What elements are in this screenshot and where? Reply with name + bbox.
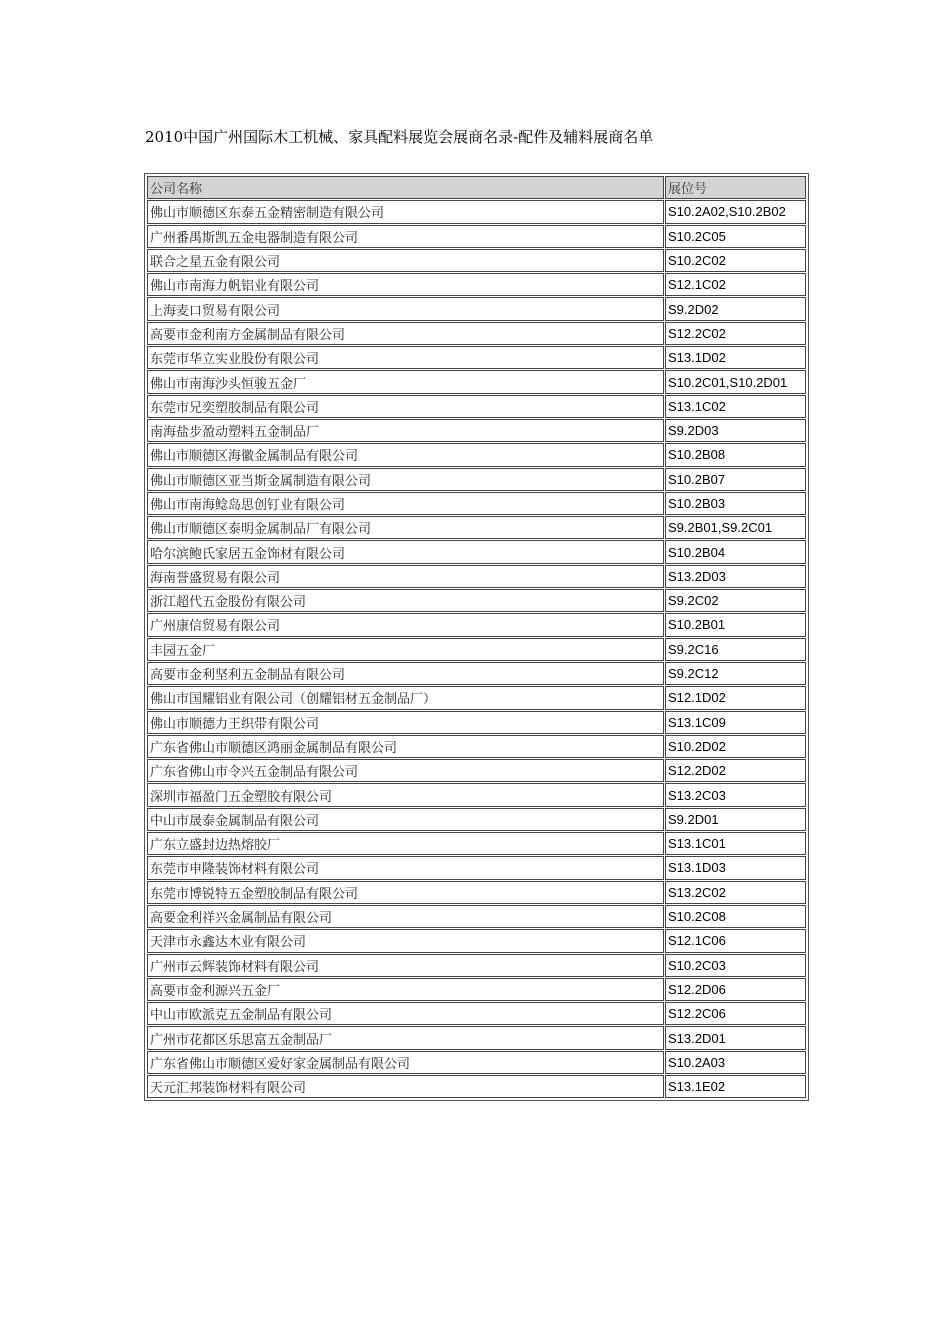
booth-number-cell: S10.2D02 [665, 735, 806, 758]
booth-number-cell: S13.1D02 [665, 346, 806, 369]
table-header-row [147, 176, 806, 199]
table-row [147, 322, 806, 345]
table-row [147, 978, 806, 1001]
table-row [147, 954, 806, 977]
booth-number-cell: S10.2C03 [665, 954, 806, 977]
company-name-cell: 佛山市顺德区亚当斯金属制造有限公司 [147, 468, 664, 491]
table-row [147, 1075, 806, 1098]
company-name-cell: 佛山市南海鲶岛思创钉业有限公司 [147, 492, 664, 515]
company-name-cell: 天元汇邦装饰材料有限公司 [147, 1075, 664, 1098]
booth-number-cell: S9.2C12 [665, 662, 806, 685]
company-name-cell: 东莞市华立实业股份有限公司 [147, 346, 664, 369]
company-name-cell: 佛山市南海沙头恒骏五金厂 [147, 370, 664, 393]
table-row [147, 492, 806, 515]
booth-number-cell: S12.2D02 [665, 759, 806, 782]
company-name-cell: 海南誉盛贸易有限公司 [147, 565, 664, 588]
company-name-cell: 广东立盛封边热熔胶厂 [147, 832, 664, 855]
company-name-cell: 广州市花都区乐思富五金制品厂 [147, 1026, 664, 1049]
table-row [147, 589, 806, 612]
booth-number-cell: S12.2C02 [665, 322, 806, 345]
company-name-cell: 高要市金利源兴五金厂 [147, 978, 664, 1001]
booth-number-cell: S12.2C06 [665, 1002, 806, 1025]
booth-number-cell: S10.2C01,S10.2D01 [665, 370, 806, 393]
booth-number-cell: S10.2C02 [665, 249, 806, 272]
table-body [147, 200, 806, 1098]
header-booth-number: 展位号 [665, 176, 806, 199]
company-name-cell: 佛山市国耀铝业有限公司（创耀铝材五金制品厂） [147, 686, 664, 709]
company-name-cell: 广州番禺斯凯五金电器制造有限公司 [147, 225, 664, 248]
company-name-cell: 佛山市顺德力王织带有限公司 [147, 711, 664, 734]
booth-number-cell: S10.2B07 [665, 468, 806, 491]
company-name-cell: 东莞市兄奕塑胶制品有限公司 [147, 395, 664, 418]
table-row [147, 468, 806, 491]
table-row [147, 225, 806, 248]
company-name-cell: 上海麦口贸易有限公司 [147, 297, 664, 320]
company-name-cell: 深圳市福盈门五金塑胶有限公司 [147, 783, 664, 806]
booth-number-cell: S10.2B03 [665, 492, 806, 515]
company-name-cell: 中山市欧派克五金制品有限公司 [147, 1002, 664, 1025]
booth-number-cell: S13.1C09 [665, 711, 806, 734]
table-row [147, 249, 806, 272]
company-name-cell: 广州康信贸易有限公司 [147, 613, 664, 636]
page-title: 2010中国广州国际木工机械、家具配料展览会展商名录-配件及辅料展商名单 [145, 128, 654, 146]
table-row [147, 273, 806, 296]
table-row [147, 443, 806, 466]
booth-number-cell: S12.1C02 [665, 273, 806, 296]
booth-number-cell: S10.2B04 [665, 540, 806, 563]
company-name-cell: 高要市金利南方金属制品有限公司 [147, 322, 664, 345]
company-name-cell: 东莞市博锐特五金塑胶制品有限公司 [147, 881, 664, 904]
exhibitor-table [146, 175, 807, 1099]
table-row [147, 783, 806, 806]
booth-number-cell: S10.2B01 [665, 613, 806, 636]
table-row [147, 613, 806, 636]
booth-number-cell: S12.1C06 [665, 929, 806, 952]
table-row [147, 346, 806, 369]
booth-number-cell: S13.2C02 [665, 881, 806, 904]
table-row [147, 395, 806, 418]
booth-number-cell: S10.2A03 [665, 1051, 806, 1074]
table-row [147, 856, 806, 879]
company-name-cell: 东莞市申隆装饰材料有限公司 [147, 856, 664, 879]
table-row [147, 565, 806, 588]
table-row [147, 905, 806, 928]
company-name-cell: 广东省佛山市令兴五金制品有限公司 [147, 759, 664, 782]
table-row [147, 735, 806, 758]
booth-number-cell: S10.2C05 [665, 225, 806, 248]
booth-number-cell: S9.2D02 [665, 297, 806, 320]
booth-number-cell: S13.1D03 [665, 856, 806, 879]
table-row [147, 759, 806, 782]
booth-number-cell: S12.2D06 [665, 978, 806, 1001]
table-row [147, 638, 806, 661]
company-name-cell: 佛山市顺德区海徽金属制品有限公司 [147, 443, 664, 466]
booth-number-cell: S13.2D01 [665, 1026, 806, 1049]
table-row [147, 516, 806, 539]
booth-number-cell: S13.1E02 [665, 1075, 806, 1098]
company-name-cell: 广东省佛山市顺德区鸿丽金属制品有限公司 [147, 735, 664, 758]
booth-number-cell: S10.2B08 [665, 443, 806, 466]
booth-number-cell: S13.1C01 [665, 832, 806, 855]
table-row [147, 808, 806, 831]
table-row [147, 1051, 806, 1074]
table-row [147, 419, 806, 442]
company-name-cell: 中山市晟泰金属制品有限公司 [147, 808, 664, 831]
table-row [147, 1002, 806, 1025]
table-row [147, 686, 806, 709]
booth-number-cell: S9.2B01,S9.2C01 [665, 516, 806, 539]
company-name-cell: 广州市云辉装饰材料有限公司 [147, 954, 664, 977]
header-company-name: 公司名称 [147, 176, 664, 199]
table-row [147, 297, 806, 320]
company-name-cell: 佛山市顺德区泰明金属制品厂有限公司 [147, 516, 664, 539]
booth-number-cell: S9.2C16 [665, 638, 806, 661]
booth-number-cell: S9.2C02 [665, 589, 806, 612]
table-row [147, 711, 806, 734]
company-name-cell: 南海盐步盈动塑料五金制品厂 [147, 419, 664, 442]
company-name-cell: 天津市永鑫达木业有限公司 [147, 929, 664, 952]
company-name-cell: 广东省佛山市顺德区爱好家金属制品有限公司 [147, 1051, 664, 1074]
table-row [147, 1026, 806, 1049]
booth-number-cell: S13.1C02 [665, 395, 806, 418]
table-row [147, 832, 806, 855]
company-name-cell: 佛山市顺德区东泰五金精密制造有限公司 [147, 200, 664, 223]
company-name-cell: 联合之星五金有限公司 [147, 249, 664, 272]
company-name-cell: 浙江超代五金股份有限公司 [147, 589, 664, 612]
company-name-cell: 高要市金利坚利五金制品有限公司 [147, 662, 664, 685]
booth-number-cell: S10.2C08 [665, 905, 806, 928]
company-name-cell: 哈尔滨鲍氏家居五金饰材有限公司 [147, 540, 664, 563]
exhibitor-table-container [144, 173, 809, 1101]
table-row [147, 370, 806, 393]
table-row [147, 200, 806, 223]
booth-number-cell: S9.2D03 [665, 419, 806, 442]
table-row [147, 540, 806, 563]
table-row [147, 929, 806, 952]
company-name-cell: 高要金利祥兴金属制品有限公司 [147, 905, 664, 928]
booth-number-cell: S12.1D02 [665, 686, 806, 709]
booth-number-cell: S9.2D01 [665, 808, 806, 831]
company-name-cell: 丰园五金厂 [147, 638, 664, 661]
company-name-cell: 佛山市南海力帆铝业有限公司 [147, 273, 664, 296]
booth-number-cell: S13.2C03 [665, 783, 806, 806]
table-row [147, 662, 806, 685]
booth-number-cell: S10.2A02,S10.2B02 [665, 200, 806, 223]
booth-number-cell: S13.2D03 [665, 565, 806, 588]
table-row [147, 881, 806, 904]
